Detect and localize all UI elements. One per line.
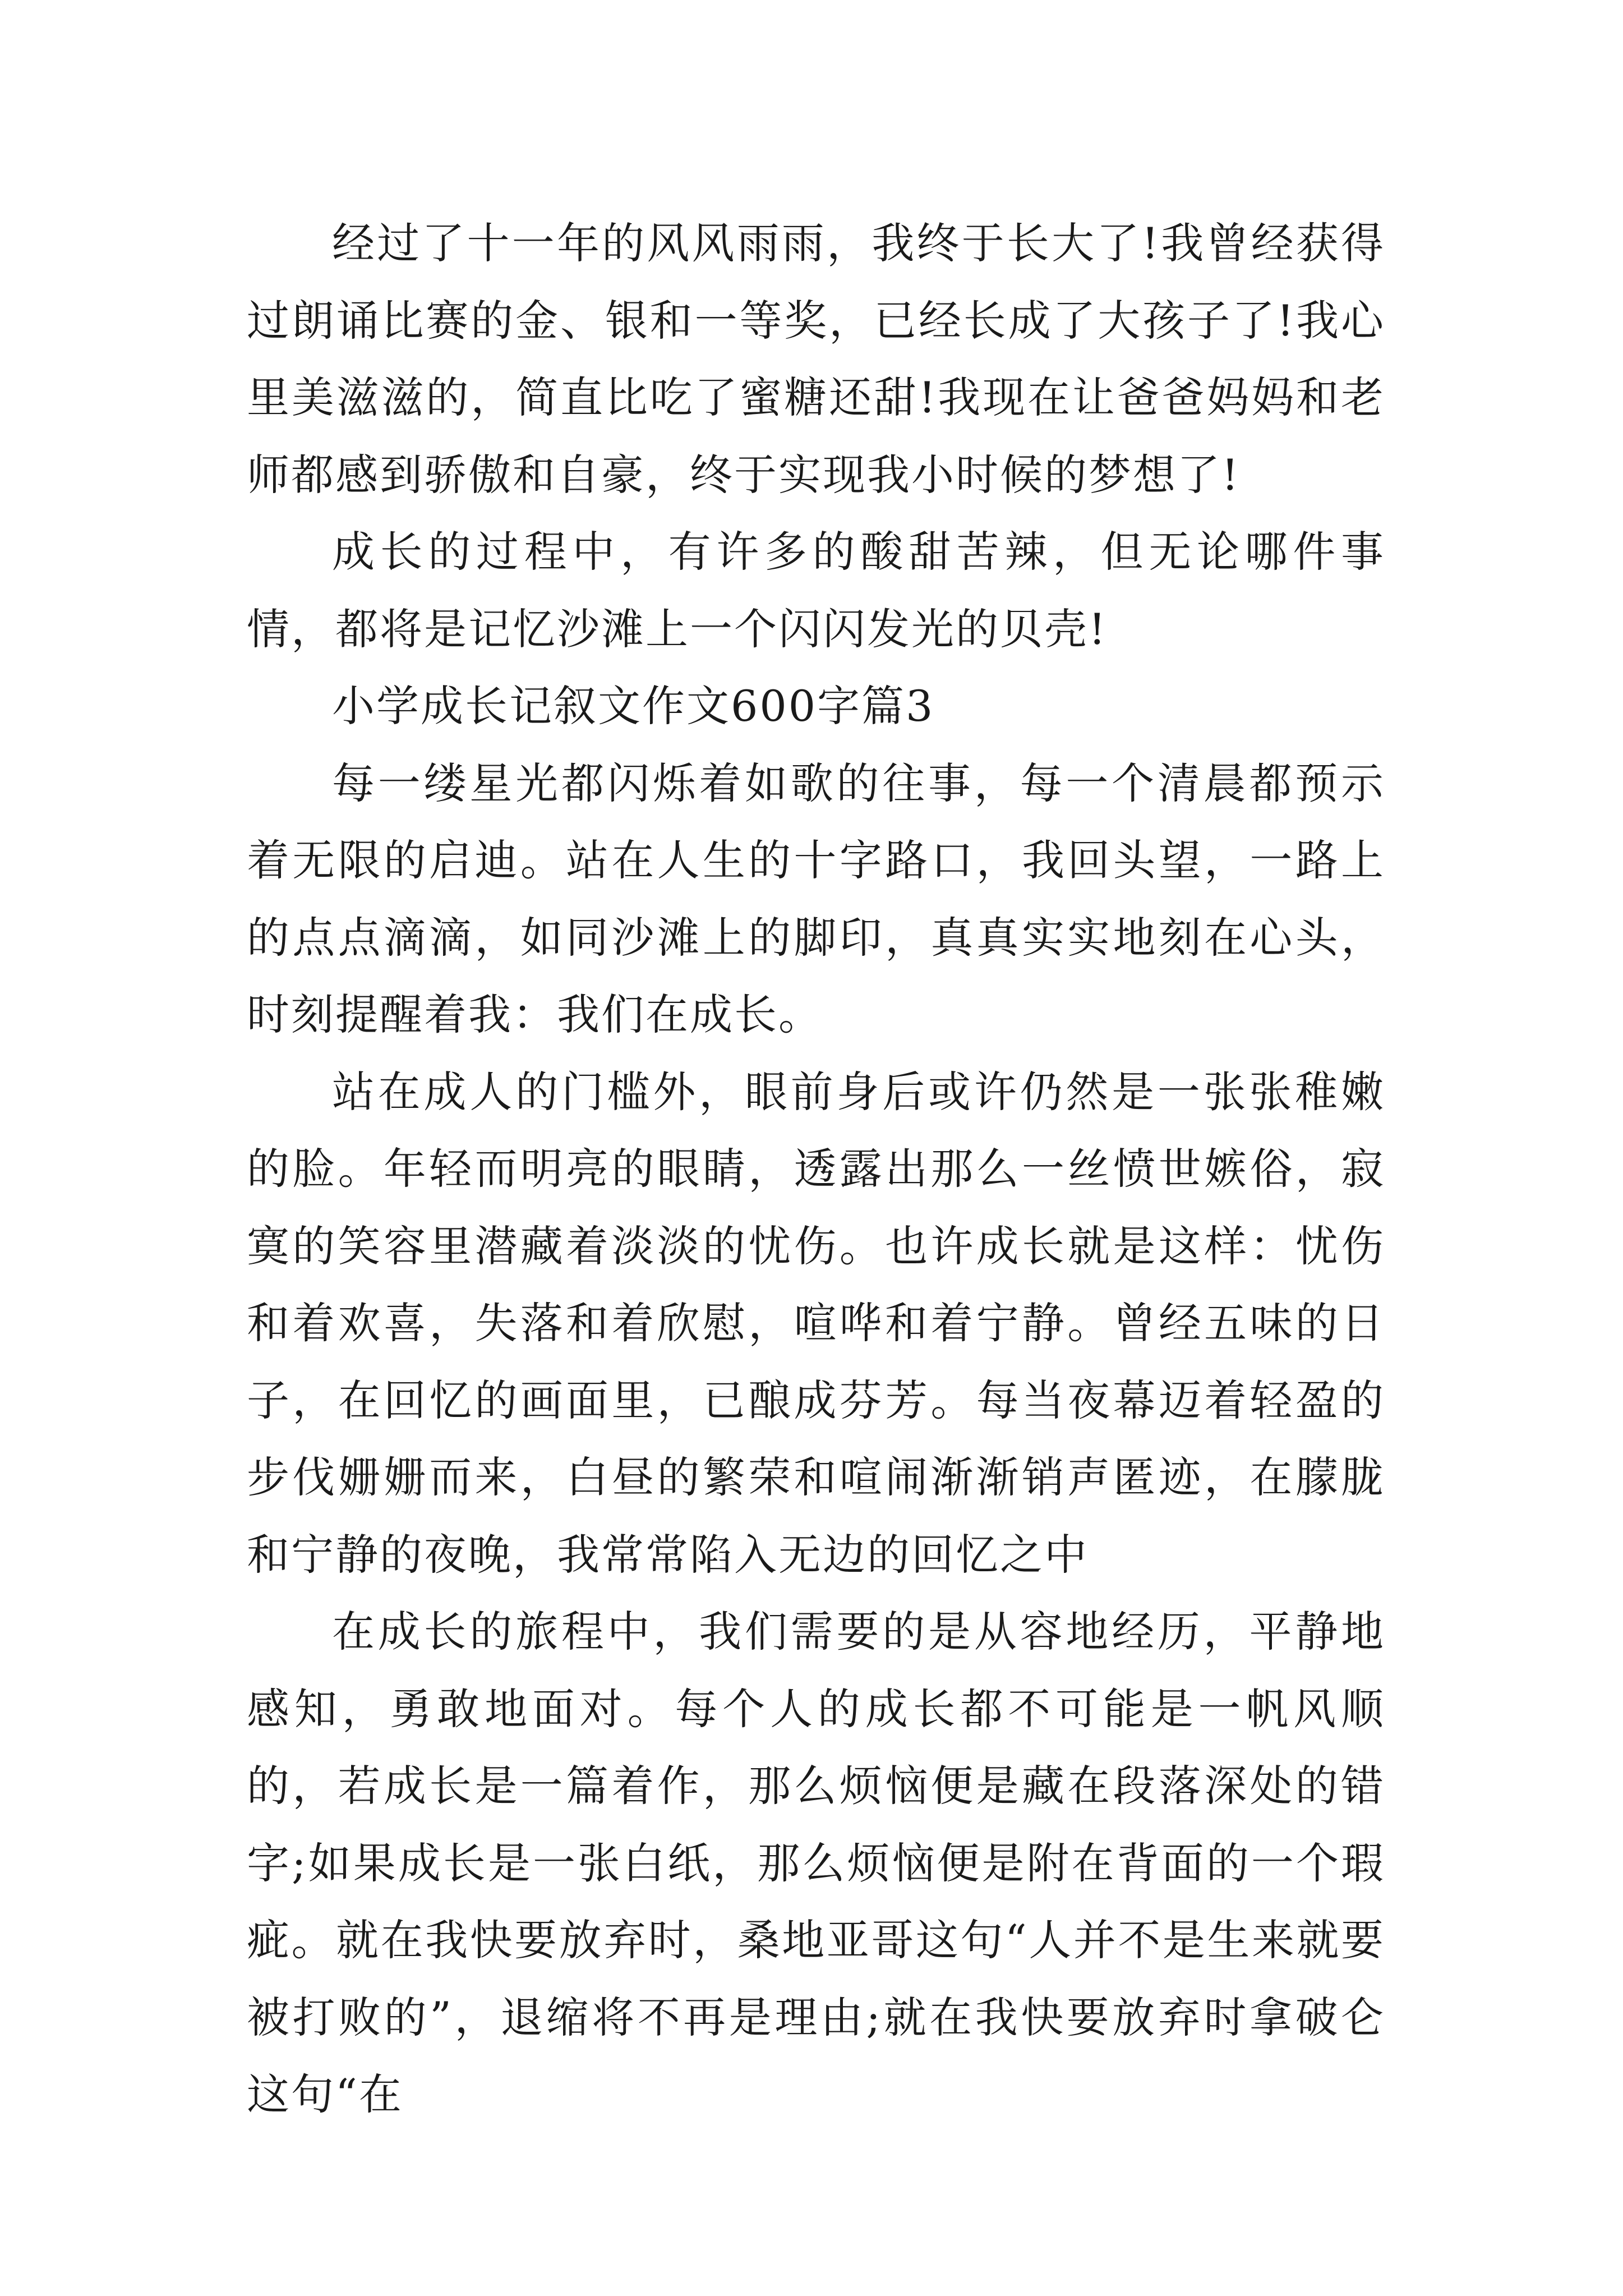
paragraph-4: 站在成人的门槛外，眼前身后或许仍然是一张张稚嫩的脸。年轻而明亮的眼睛，透露出那么一丝愤世嫉俗，寂寞的笑容里潜藏着淡淡的忧伤。也许成长就是这样：忧伤和着欢喜，失落和着欣慰，喧哗和着宁静。曾经五味的日子，在回忆的画面里，已酿成芬芳。每当夜幕迈着轻盈的步伐姗姗而来，白昼的繁荣和喧闹渐渐销声匿迹，在朦胧和宁静的夜晚，我常常陷入无边的回忆之中 (247, 1066, 1385, 1580)
paragraph-5: 在成长的旅程中，我们需要的是从容地经历，平静地感知，勇敢地面对。每个人的成长都不可能是一帆风顺的，若成长是一篇着作，那么烦恼便是藏在段落深处的错字;如果成长是一张白纸，那么烦恼便是附在背面的一个瑕疵。就在我快要放弃时，桑地亚哥这句“人并不是生来就要被打败的”，退缩将不再是理由;就在我快要放弃时拿破仑这句“在 (247, 1607, 1385, 2119)
paragraph-3: 每一缕星光都闪烁着如歌的往事，每一个清晨都预示着无限的启迪。站在人生的十字路口，我回头望，一路上的点点滴滴，如同沙滩上的脚印，真真实实地刻在心头，时刻提醒着我：我们在成长。 (247, 758, 1385, 1039)
paragraph-1: 经过了十一年的风风雨雨，我终于长大了!我曾经获得过朗诵比赛的金、银和一等奖，已经长成了大孩子了!我心里美滋滋的，简直比吃了蜜糖还甜!我现在让爸爸妈妈和老师都感到骄傲和自豪，终于实现我小时候的梦想了! (247, 218, 1385, 500)
section-heading: 小学成长记叙文作文600字篇3 (332, 681, 935, 731)
document-body (247, 205, 1385, 2133)
paragraph-2: 成长的过程中，有许多的酸甜苦辣，但无论哪件事情，都将是记忆沙滩上一个闪闪发光的贝壳! (247, 527, 1385, 654)
